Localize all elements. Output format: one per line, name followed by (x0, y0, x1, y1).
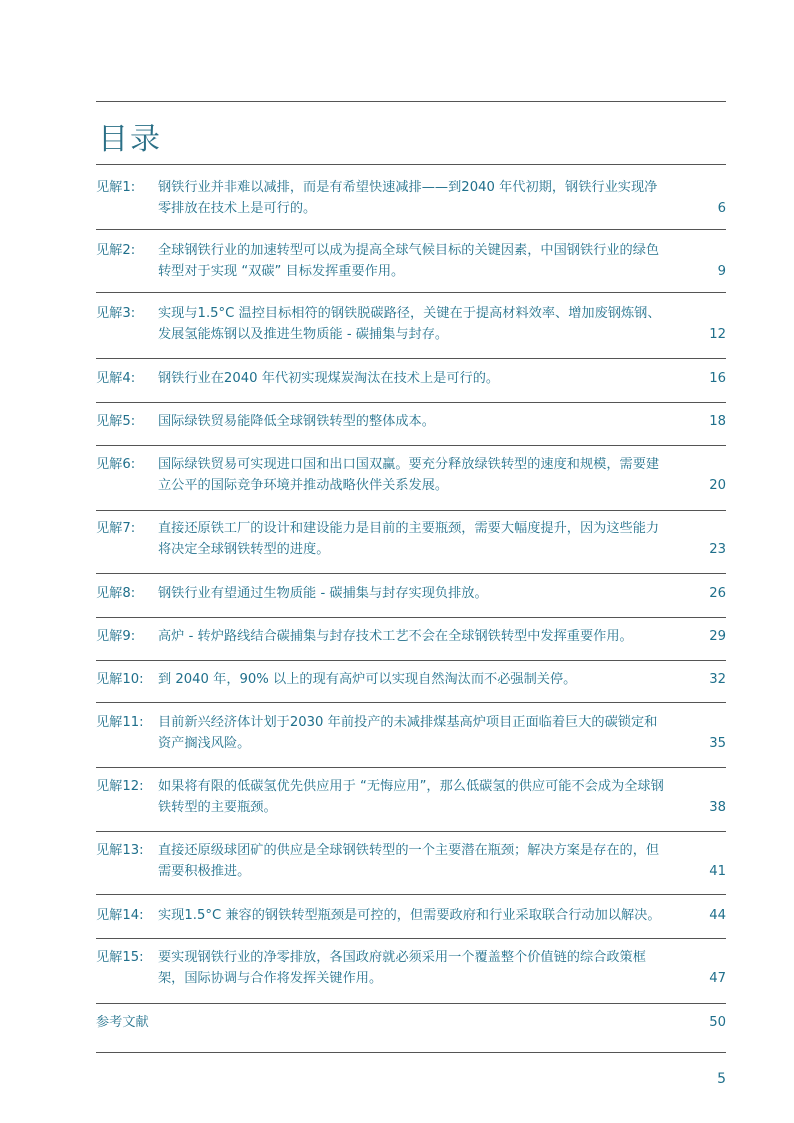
toc-references-page: 50 (709, 1015, 726, 1030)
entry-separator (96, 358, 726, 359)
entry-separator (96, 831, 726, 832)
entry-separator (96, 510, 726, 511)
toc-entry-label: 见解11: (96, 715, 144, 730)
entry-separator (96, 938, 726, 939)
toc-entry-page: 32 (709, 672, 726, 687)
toc-entry[interactable] (96, 368, 726, 389)
toc-entry-text: 高炉 - 转炉路线结合碳捕集与封存技术工艺不会在全球钢铁转型中发挥重要作用。 (158, 629, 633, 644)
toc-entry[interactable] (96, 583, 726, 604)
toc-entry[interactable] (96, 626, 726, 647)
toc-entry-page: 12 (709, 327, 726, 342)
toc-entry-page: 9 (717, 264, 726, 279)
toc-entry-page: 6 (717, 201, 726, 216)
entry-separator (96, 617, 726, 618)
toc-entry[interactable] (96, 712, 726, 754)
toc-entry-label: 见解5: (96, 414, 136, 429)
entry-separator (96, 894, 726, 895)
toc-entry-label: 见解9: (96, 629, 136, 644)
toc-entry-text: 钢铁行业并非难以减排，而是有希望快速减排——到2040 年代初期，钢铁行业实现净零排放在技术上是可行的。 (158, 180, 658, 216)
toc-entry-text: 目前新兴经济体计划于2030 年前投产的未减排煤基高炉项目正面临着巨大的碳锁定和资产搁浅风险。 (158, 715, 658, 751)
page-number: 5 (717, 1071, 726, 1087)
entry-separator (96, 660, 726, 661)
toc-entry-text: 要实现钢铁行业的净零排放，各国政府就必须采用一个覆盖整个价值链的综合政策框架，国际协调与合作将发挥关键作用。 (158, 950, 646, 986)
toc-entry-text: 如果将有限的低碳氢优先供应用于 “无悔应用”，那么低碳氢的供应可能不会成为全球钢铁转型的主要瓶颈。 (158, 779, 664, 815)
toc-entry-text: 直接还原级球团矿的供应是全球钢铁转型的一个主要潜在瓶颈；解决方案是存在的，但需要积极推进。 (158, 843, 660, 879)
toc-entry-label: 见解14: (96, 908, 144, 923)
toc-entry[interactable] (96, 905, 726, 926)
toc-entry-page: 29 (709, 629, 726, 644)
toc-entry-label: 见解7: (96, 521, 136, 536)
toc-entry-label: 见解13: (96, 843, 144, 858)
toc-entry-page: 23 (709, 542, 726, 557)
toc-entry-label: 见解15: (96, 950, 144, 965)
toc-entry[interactable] (96, 947, 726, 989)
toc-references-label: 参考文献 (96, 1015, 149, 1030)
page-title: 目录 (98, 122, 162, 157)
toc-entry-text: 国际绿铁贸易可实现进口国和出口国双赢。要充分释放绿铁转型的速度和规模，需要建立公平的国际竞争环境并推动战略伙伴关系发展。 (158, 457, 660, 493)
toc-entry[interactable] (96, 454, 726, 496)
toc-entry-text: 钢铁行业有望通过生物质能 - 碳捕集与封存实现负排放。 (158, 586, 488, 601)
toc-entry[interactable] (96, 240, 726, 282)
entry-separator (96, 1003, 726, 1004)
title-rule (96, 164, 726, 165)
toc-entry-text: 全球钢铁行业的加速转型可以成为提高全球气候目标的关键因素，中国钢铁行业的绿色转型对于实现 “双碳” 目标发挥重要作用。 (158, 243, 660, 279)
entry-separator (96, 702, 726, 703)
toc-entry-label: 见解6: (96, 457, 136, 472)
toc-entry-label: 见解3: (96, 306, 136, 321)
entry-separator (96, 767, 726, 768)
toc-entry-page: 18 (709, 414, 726, 429)
toc-entry-text: 直接还原铁工厂的设计和建设能力是目前的主要瓶颈，需要大幅度提升，因为这些能力将决定全球钢铁转型的进度。 (158, 521, 660, 557)
toc-entry[interactable] (96, 411, 726, 432)
toc-entry-page: 44 (709, 908, 726, 923)
toc-entry-label: 见解8: (96, 586, 136, 601)
toc-entry-page: 47 (709, 971, 726, 986)
entry-separator (96, 292, 726, 293)
entry-separator (96, 229, 726, 230)
toc-entry-page: 41 (709, 864, 726, 879)
entry-separator (96, 445, 726, 446)
toc-entry[interactable] (96, 177, 726, 219)
toc-entry-page: 16 (709, 371, 726, 386)
toc-entry[interactable] (96, 840, 726, 882)
toc-entry-text: 到 2040 年，90% 以上的现有高炉可以实现自然淘汰而不必强制关停。 (158, 672, 577, 687)
toc-entry[interactable] (96, 669, 726, 690)
toc-entry-label: 见解2: (96, 243, 136, 258)
toc-entry[interactable] (96, 303, 726, 345)
toc-entry-text: 钢铁行业在2040 年代初实现煤炭淘汰在技术上是可行的。 (158, 371, 500, 386)
entry-separator (96, 402, 726, 403)
entry-separator (96, 573, 726, 574)
toc-entry-page: 26 (709, 586, 726, 601)
toc-entry-text: 实现1.5°C 兼容的钢铁转型瓶颈是可控的，但需要政府和行业采取联合行动加以解决。 (158, 908, 661, 923)
bottom-rule (96, 1052, 726, 1053)
toc-entry-page: 35 (709, 736, 726, 751)
toc-entry-label: 见解4: (96, 371, 136, 386)
toc-entry-page: 20 (709, 478, 726, 493)
toc-entry-label: 见解1: (96, 180, 136, 195)
toc-entry-label: 见解12: (96, 779, 144, 794)
toc-entry[interactable] (96, 776, 726, 818)
toc-entry-page: 38 (709, 800, 726, 815)
toc-entry-text: 实现与1.5°C 温控目标相符的钢铁脱碳路径，关键在于提高材料效率、增加废钢炼钢、发展氢能炼钢以及推进生物质能 - 碳捕集与封存。 (158, 306, 661, 342)
toc-entry[interactable] (96, 518, 726, 560)
top-rule (96, 101, 726, 102)
toc-entry-text: 国际绿铁贸易能降低全球钢铁转型的整体成本。 (158, 414, 435, 429)
toc-entry-label: 见解10: (96, 672, 144, 687)
